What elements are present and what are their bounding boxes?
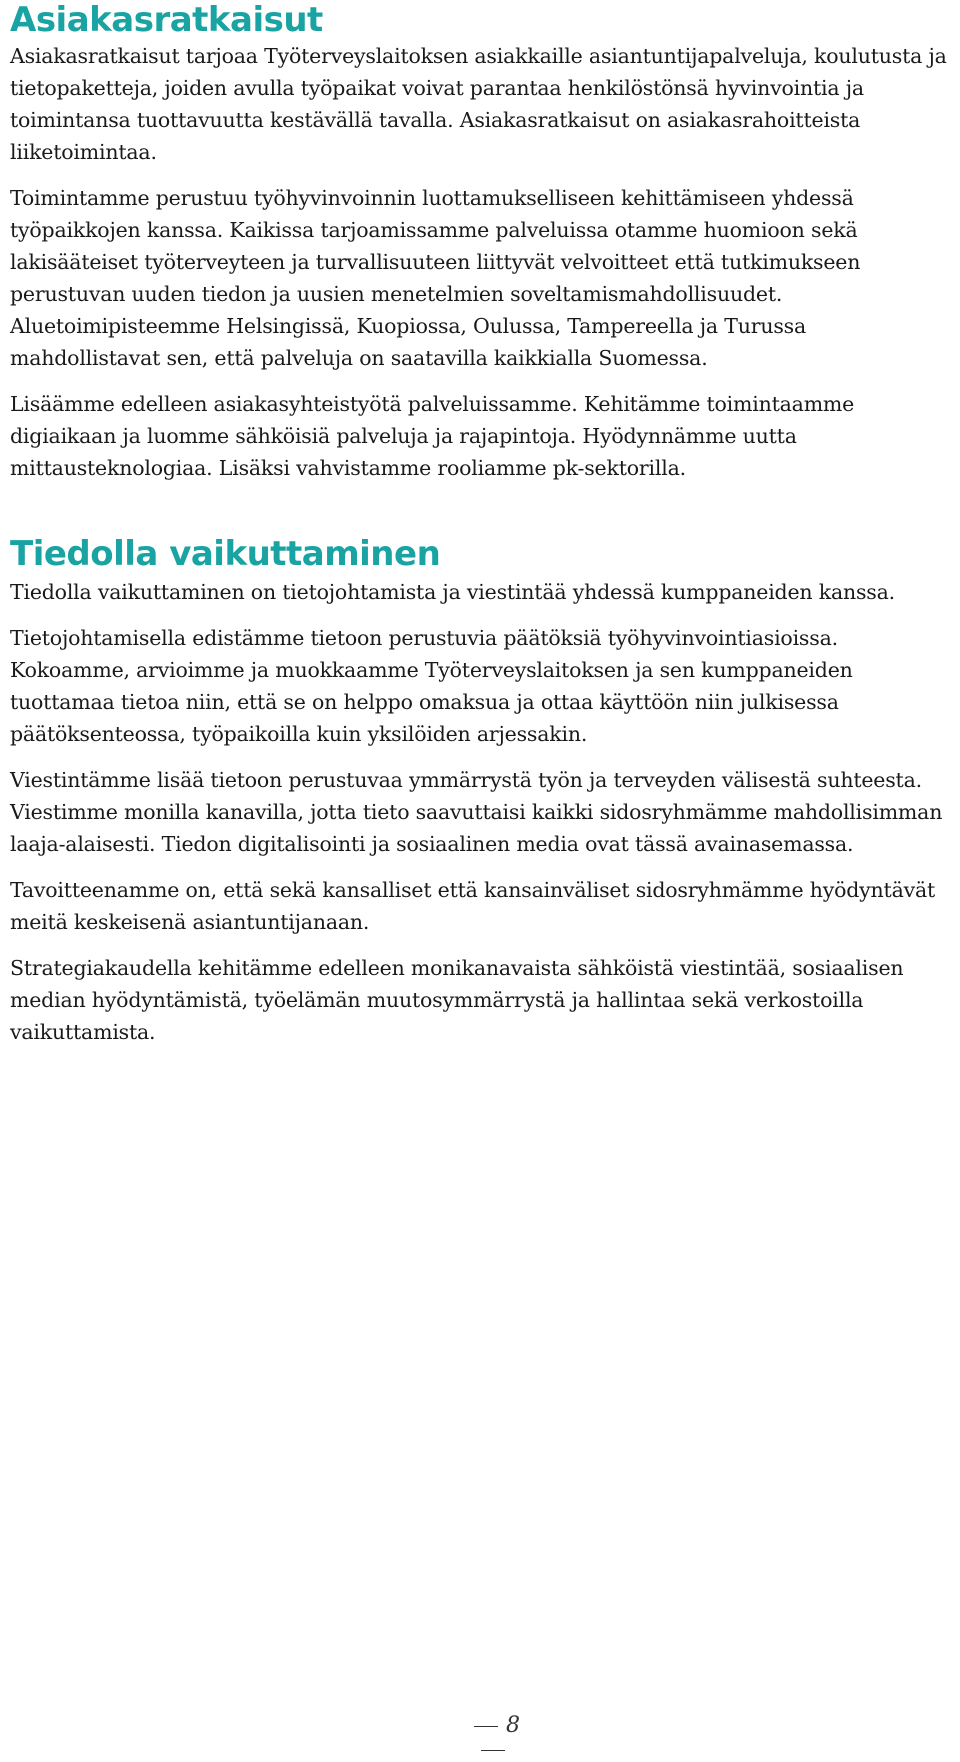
section-asiakasratkaisut	[10, 0, 950, 484]
page-content	[10, 0, 950, 1062]
paragraph: Strategiakaudella kehitämme edelleen monikanavaista sähköistä viestintää, sosiaalisen median hyödyntämistä, työelämän muutosymmärrystä ja hallintaa sekä verkostoilla vaikuttamista.	[10, 956, 904, 1044]
dash-decoration	[474, 1726, 498, 1727]
paragraph: Tietojohtamisella edistämme tietoon perustuvia päätöksiä työhyvinvointiasioissa. Kokoamme, arvioimme ja muokkaamme Työterveyslaitoksen ja sen kumppaneiden tuottamaa tietoa niin, että se on helppo omaksua ja ottaa käyttöön niin julkisessa päätöksenteossa, työpaikoilla kuin yksilöiden arjessakin.	[10, 626, 853, 746]
paragraph: Toimintamme perustuu työhyvinvoinnin luottamukselliseen kehittämiseen yhdessä työpaikkojen kanssa. Kaikissa tarjoamissamme palveluissa otamme huomioon sekä lakisääteiset työterveyteen ja turvallisuuteen liittyvät velvoitteet että tutkimukseen perustuvan uuden tiedon ja uusien menetelmien soveltamismahdollisuudet. Aluetoimipisteemme Helsingissä, Kuopiossa, Oulussa, Tampereella ja Turussa mahdollistavat sen, että palveluja on saatavilla kaikkialla Suomessa.	[10, 186, 861, 370]
paragraph: Tiedolla vaikuttaminen on tietojohtamista ja viestintää yhdessä kumppaneiden kanssa.	[10, 580, 895, 604]
paragraph: Tavoitteenamme on, että sekä kansalliset että kansainväliset sidosryhmämme hyödyntävät meitä keskeisenä asiantuntijanaan.	[10, 878, 936, 934]
paragraph: Lisäämme edelleen asiakasyhteistyötä palveluissamme. Kehitämme toimintaamme digiaikaan ja luomme sähköisiä palveluja ja rajapintoja. Hyödynnämme uutta mittausteknologiaa. Lisäksi vahvistamme rooliamme pk-sektorilla.	[10, 392, 855, 480]
page-footer	[448, 1714, 538, 1762]
paragraph: Asiakasratkaisut tarjoaa Työterveyslaitoksen asiakkaille asiantuntijapalveluja, koulutusta ja tietopaketteja, joiden avulla työpaikat voivat parantaa henkilöstönsä hyvinvointia ja toimintansa tuottavuutta kestävällä tavalla. Asiakasratkaisut on asiakasrahoitteista liiketoimintaa.	[10, 44, 947, 164]
section-tiedolla-vaikuttaminen	[10, 534, 950, 1048]
dash-decoration	[481, 1750, 505, 1751]
section-heading: Tiedolla vaikuttaminen	[10, 534, 441, 574]
page-number: 8	[506, 1713, 520, 1738]
paragraph: Viestintämme lisää tietoon perustuvaa ymmärrystä työn ja terveyden välisestä suhteesta. Viestimme monilla kanavilla, jotta tieto saavuttaisi kaikki sidosryhmämme mahdollisimman laaja-alaisesti. Tiedon digitalisointi ja sosiaalinen media ovat tässä avainasemassa.	[10, 768, 943, 856]
section-heading: Asiakasratkaisut	[10, 0, 323, 40]
